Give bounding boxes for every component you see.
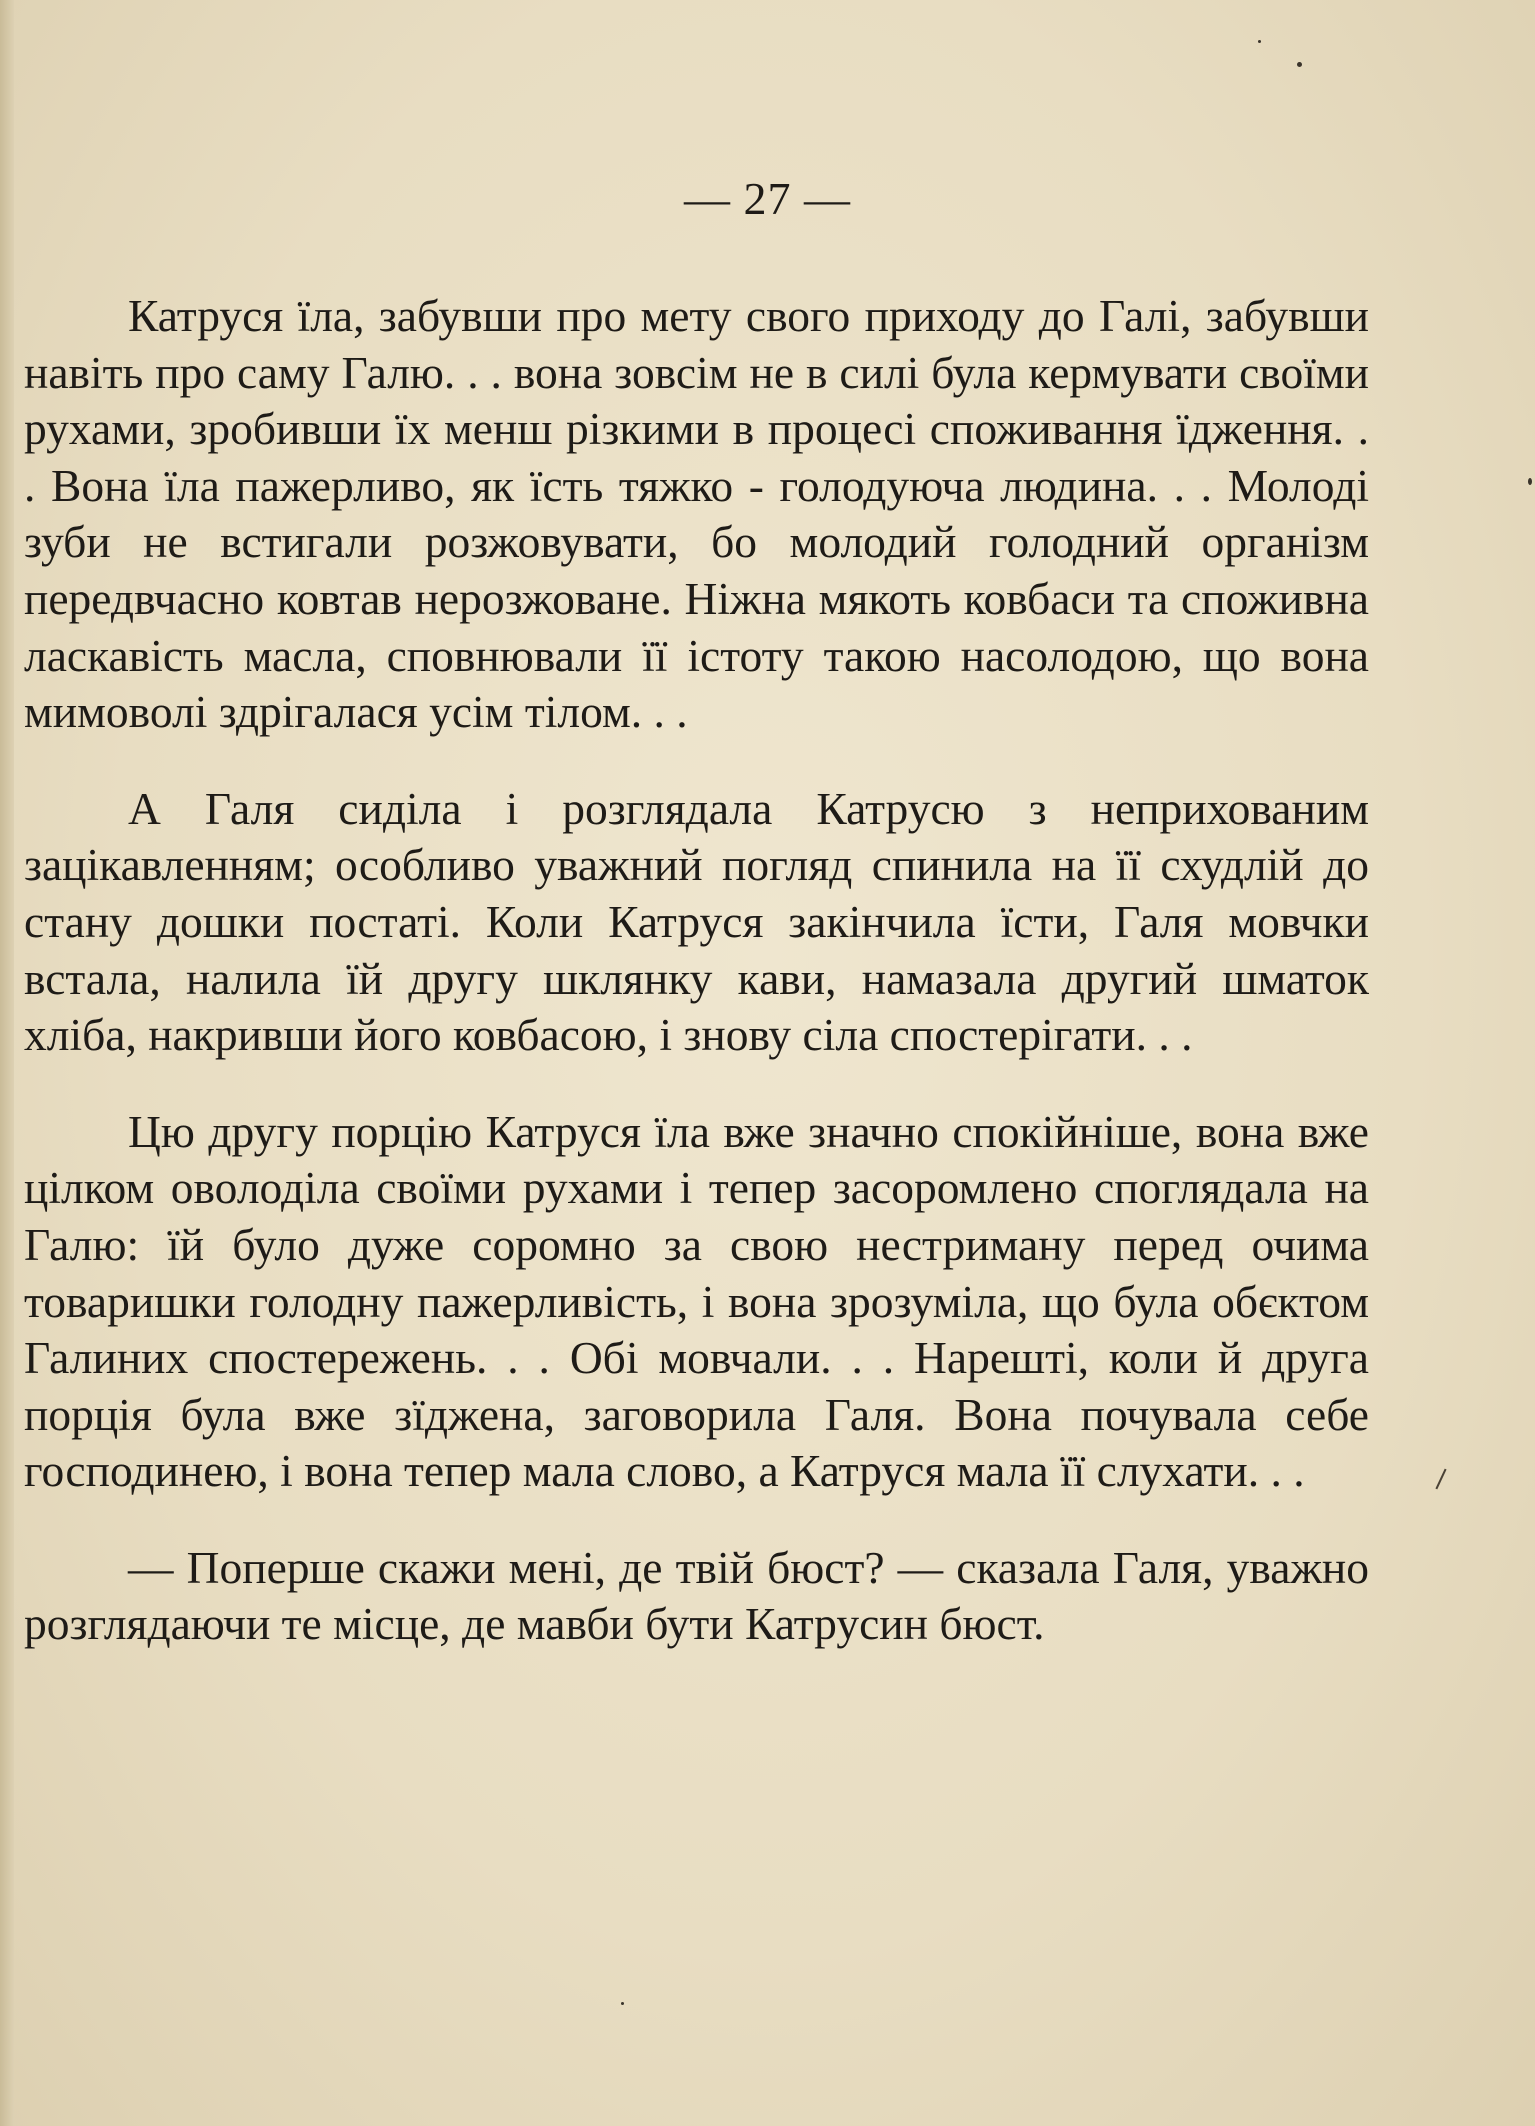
paragraph-3: Цю другу порцію Катруся їла вже значно спокійніше, вона вже цілком оволоділа своїми рухами і тепер засоромлено споглядала на Галю: їй було дуже соромно за свою нестриману перед очима товаришки голодну пажерливість, і вона зрозуміла, що була обєктом Галиних спостережень. . . Обі мовчали. . . Нарешті, коли й друга порція була вже зїджена, заговорила Галя. Вона почувала себе господинею, і вона тепер мала слово, а Катруся мала її слухати. . . [24,1105,1369,1497]
print-speck [1528,478,1532,485]
print-speck [621,2002,624,2005]
print-speck [1258,40,1261,43]
body-text [24,288,1369,1653]
page-number: — 27 — [684,173,851,224]
paragraph-4: — Поперше скажи мені, де твій бюст? — сказала Галя, уважно розглядаючи те місце, де мавби бути Катрусин бюст. [24,1541,1369,1650]
page-scratch [1435,1469,1446,1490]
page-edge-shadow [0,0,14,2126]
print-speck [1297,62,1302,67]
paragraph-2: А Галя сиділа і розглядала Катрусю з неприхованим зацікавленням; особливо уважний погляд спинила на її схудлій до стану дошки постаті. Коли Катруся закінчила їсти, Галя мовчки встала, налила їй другу шклянку кави, намазала другий шматок хліба, накривши його ковбасою, і знову сіла спостерігати. . . [24,782,1369,1061]
paragraph-1: Катруся їла, забувши про мету свого приходу до Галі, забувши навіть про саму Галю. . . вона зовсім не в силі була кермувати своїми рухами, зробивши їх менш різкими в процесі споживання їдження. . . Вона їла пажерливо, як їсть тяжко - голодуюча людина. . . Молоді зуби не встигали розжовувати, бо молодий голодний організм передвчасно ковтав нерозжоване. Ніжна мякоть ковбаси та споживна ласкавість масла, сповнювали її істоту такою насолодою, що вона мимоволі здрігалася усім тілом. . . [24,290,1369,738]
